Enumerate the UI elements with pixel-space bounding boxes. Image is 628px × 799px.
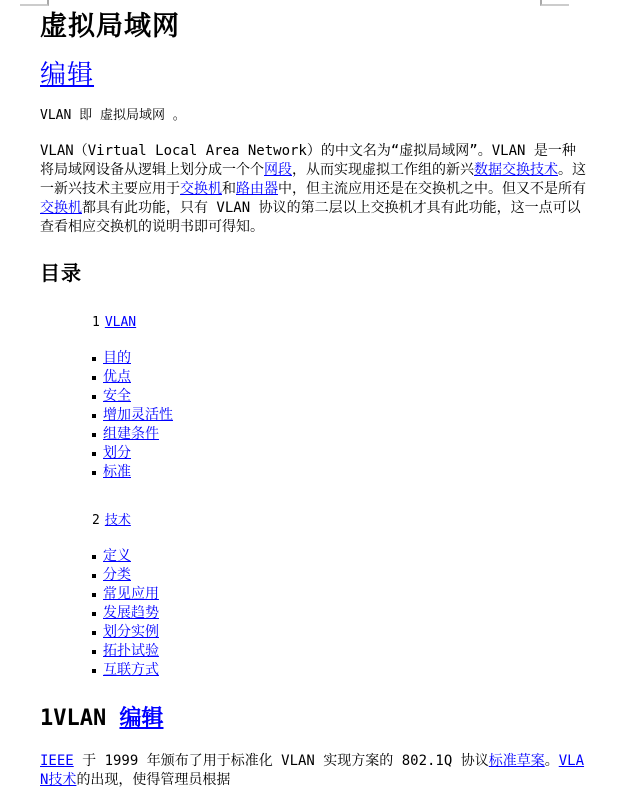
text-run: 的出现，使得管理员根据 (76, 772, 231, 788)
toc-item-link[interactable]: 分类 (103, 567, 131, 583)
toc-item (92, 566, 588, 585)
page-title: 虚拟局域网 (40, 11, 180, 42)
inline-link[interactable]: VLAN技术 (40, 753, 585, 788)
toc-item-link[interactable]: 组建条件 (103, 426, 159, 442)
inline-link[interactable]: IEEE (40, 753, 74, 769)
edit-link-section[interactable]: 编辑 (119, 706, 164, 731)
toc-item-link[interactable]: 划分 (103, 445, 131, 461)
inline-link[interactable]: 交换机 (40, 200, 82, 216)
toc-sublist (92, 349, 588, 482)
toc-item-link[interactable]: 标准 (103, 464, 131, 480)
toc-item (92, 368, 588, 387)
inline-link[interactable]: 交换机 (180, 181, 222, 197)
text-run: 和 (222, 181, 236, 197)
inline-link[interactable]: 路由器 (236, 181, 278, 197)
toc-item (92, 661, 588, 680)
text-run: 都具有此功能，只有 VLAN 协议的第二层以上交换机才具有此功能，这一点可以查看相应交换机的说明书即可得知。 (40, 200, 581, 235)
toc-item (92, 406, 588, 425)
toc-item-link[interactable]: 划分实例 (103, 624, 159, 640)
text-run: 。这一新兴技术主要应用于 (40, 162, 586, 197)
toc-item (92, 604, 588, 623)
toc-item (92, 463, 588, 482)
toc-item (92, 623, 588, 642)
toc-item-link[interactable]: 互联方式 (103, 662, 159, 678)
toc-heading: 目录 (40, 261, 82, 285)
toc-item (92, 642, 588, 661)
toc-section-link[interactable]: VLAN (104, 315, 137, 330)
toc-item-link[interactable]: 目的 (103, 350, 131, 366)
toc-item-link[interactable]: 拓扑试验 (103, 643, 159, 659)
edit-link-top[interactable]: 编辑 (40, 60, 95, 90)
inline-link[interactable]: 数据交换技术 (474, 162, 558, 178)
toc-item (92, 349, 588, 368)
toc-item (92, 585, 588, 604)
toc-item-link[interactable]: 优点 (103, 369, 131, 385)
toc-item-link[interactable]: 发展趋势 (103, 605, 159, 621)
text-run: ，从而实现虚拟工作组的新兴 (292, 162, 474, 178)
toc-item (92, 444, 588, 463)
section-heading-text: 1VLAN (40, 706, 107, 731)
toc-item (92, 387, 588, 406)
toc-section-row (92, 313, 588, 332)
toc (40, 313, 588, 680)
text-run: 中，但主流应用还是在交换机之中。但又不是所有 (278, 181, 586, 197)
toc-item (92, 547, 588, 566)
toc-section-number: 1 (92, 315, 100, 330)
section-paragraph (40, 752, 588, 790)
clipped-element-top-left (20, 0, 49, 6)
lead-paragraph (40, 142, 588, 237)
toc-item-link[interactable]: 定义 (103, 548, 131, 564)
toc-sublist (92, 547, 588, 680)
toc-section-row (92, 511, 588, 530)
toc-section-link[interactable]: 技术 (104, 513, 131, 528)
text-run: 于 1999 年颁布了用于标准化 VLAN 实现方案的 802.1Q 协议 (73, 753, 489, 769)
toc-item-link[interactable]: 安全 (103, 388, 131, 404)
text-run: VLAN（Virtual Local Area Network）的中文名为“虚拟局域网”。VLAN 是一种将局域网设备从逻辑上划分成一个个 (40, 143, 576, 178)
inline-link[interactable]: 网段 (264, 162, 292, 178)
section-heading (40, 707, 588, 731)
toc-item (92, 425, 588, 444)
clipped-element-top-right (540, 0, 569, 6)
intro-line: VLAN 即 虚拟局域网 。 (40, 108, 186, 123)
text-run: 。 (544, 753, 559, 769)
toc-section-number: 2 (92, 513, 100, 528)
toc-item-link[interactable]: 常见应用 (103, 586, 159, 602)
edit-row-top (40, 59, 588, 91)
inline-link[interactable]: 标准草案 (488, 753, 545, 769)
toc-item-link[interactable]: 增加灵活性 (103, 407, 173, 423)
